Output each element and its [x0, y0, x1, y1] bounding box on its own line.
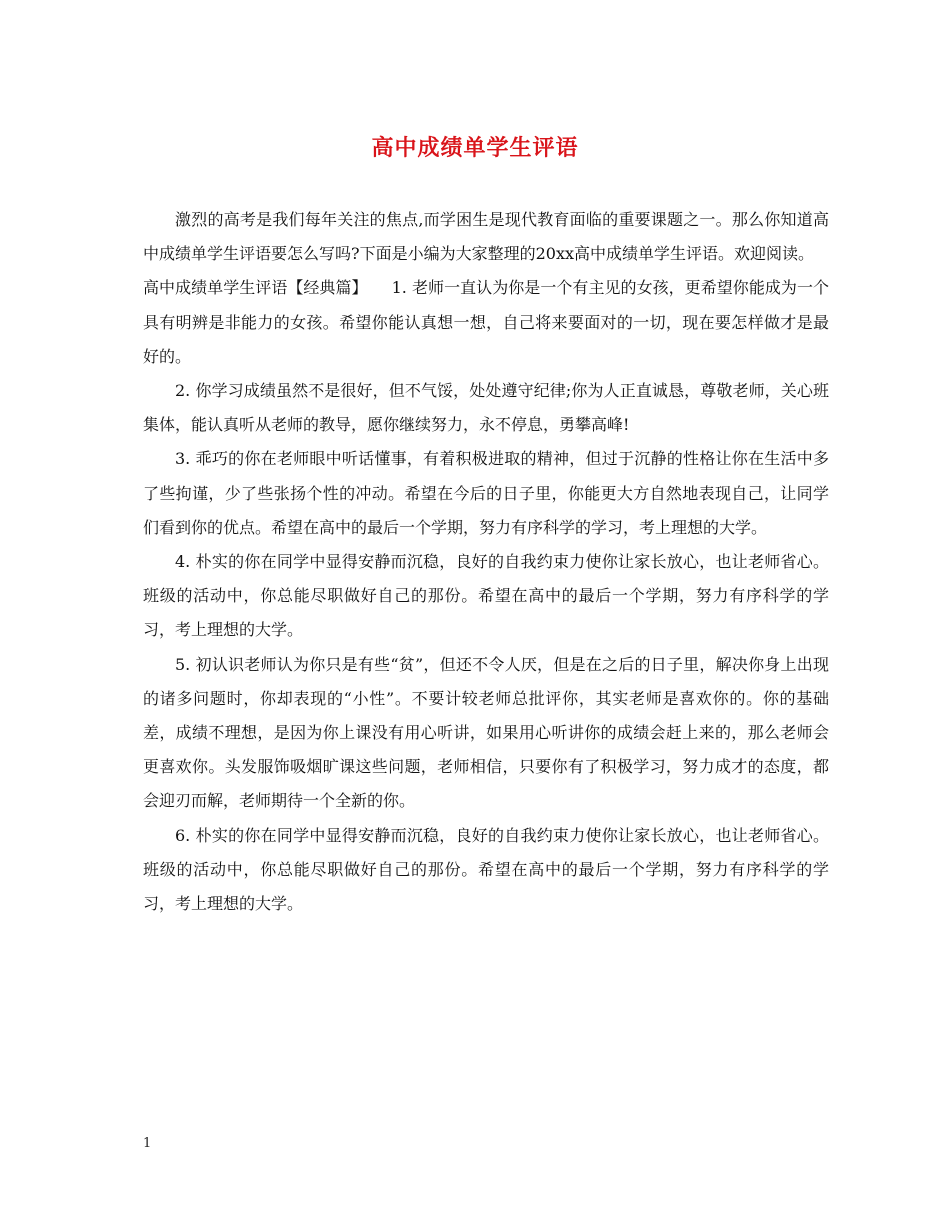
intro-paragraph: 激烈的高考是我们每年关注的焦点,而学困生是现代教育面临的重要课题之一。那么你知道高中成绩单学生评语要怎么写吗?下面是小编为大家整理的20xx高中成绩单学生评语。欢迎阅读。 — [143, 210, 829, 264]
comment-item-3: 3. 乖巧的你在老师眼中听话懂事，有着积极进取的精神，但过于沉静的性格让你在生活中多了些拘谨，少了些张扬个性的冲动。希望在今后的日子里，你能更大方自然地表现自己，让同学们看到你的优点。希望在高中的最后一个学期，努力有序科学的学习，考上理想的大学。 — [143, 449, 829, 537]
comment-item-4: 4. 朴实的你在同学中显得安静而沉稳，良好的自我约束力使你让家长放心，也让老师省心。班级的活动中，你总能尽职做好自己的那份。希望在高中的最后一个学期，努力有序科学的学习，考上理想的大学。 — [143, 552, 829, 640]
comment-item-5: 5. 初认识老师认为你只是有些“贫”，但还不令人厌，但是在之后的日子里，解决你身上出现的诸多问题时，你却表现的“小性”。不要计较老师总批评你，其实老师是喜欢你的。你的基础差，成绩不理想，是因为你上课没有用心听讲，如果用心听讲你的成绩会赶上来的，那么老师会更喜欢你。头发服饰吸烟旷课这些问题，老师相信，只要你有了积极学习，努力成才的态度，都会迎刃而解，老师期待一个全新的你。 — [143, 654, 829, 811]
document-body — [143, 203, 829, 921]
comment-item-2: 2. 你学习成绩虽然不是很好，但不气馁，处处遵守纪律;你为人正直诚恳，尊敬老师，关心班集体，能认真听从老师的教导，愿你继续努力，永不停息，勇攀高峰! — [143, 381, 829, 435]
section-heading-paragraph: 高中成绩单学生评语【经典篇】 1. 老师一直认为你是一个有主见的女孩，更希望你能成为一个具有明辨是非能力的女孩。希望你能认真想一想，自己将来要面对的一切，现在要怎样做才是最好的。 — [143, 278, 829, 366]
page-number: 1 — [143, 1136, 152, 1151]
document-title: 高中成绩单学生评语 — [371, 135, 579, 161]
comment-item-6: 6. 朴实的你在同学中显得安静而沉稳，良好的自我约束力使你让家长放心，也让老师省心。班级的活动中，你总能尽职做好自己的那份。希望在高中的最后一个学期，努力有序科学的学习，考上理想的大学。 — [143, 825, 829, 914]
